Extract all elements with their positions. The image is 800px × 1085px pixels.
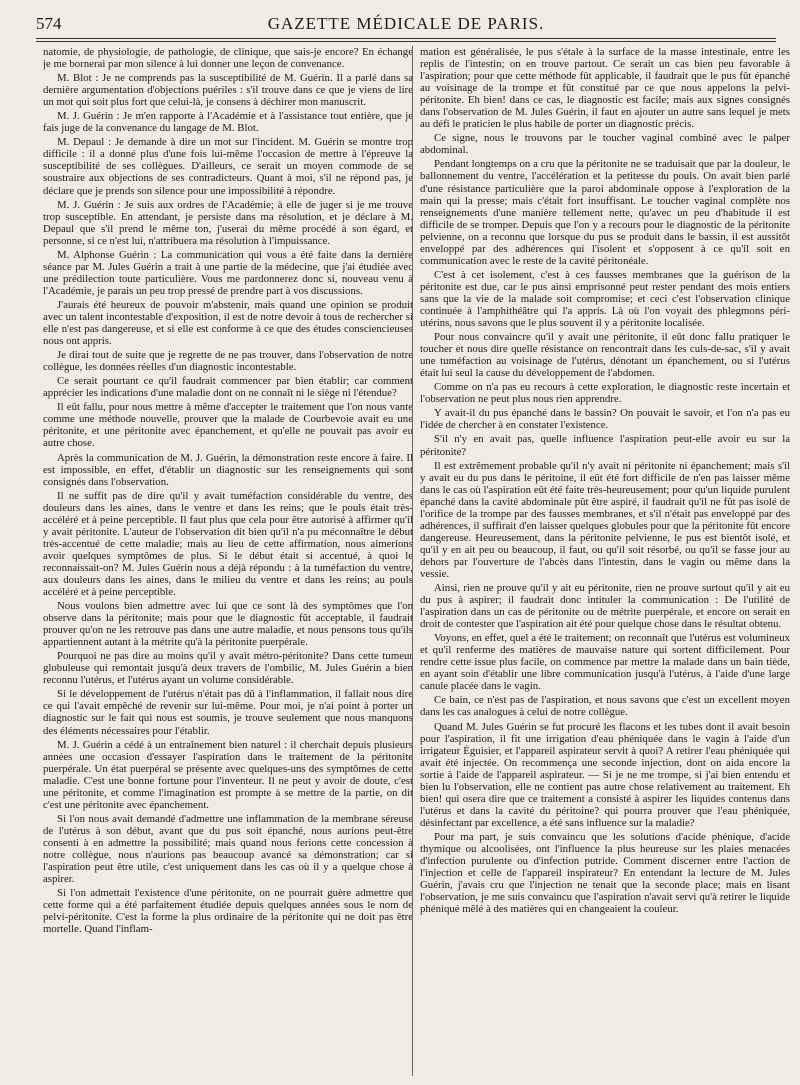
paragraph: Si l'on nous avait demandé d'admettre une inflammation de la membrane séreuse de l'utérus à son début, avant que du pus soit épanché, nous aurions peut-être consenti à en admettre la possibilité; mais quand nous ferions cette concession à notre collègue, nous n'aurions pas beaucoup avancé sa démonstration; car si l'aspiration peut être utile, c'est uniquement dans les cas où il y a quelque chose à aspirer. (43, 812, 413, 886)
column-divider (412, 46, 413, 1076)
paragraph: Pourquoi ne pas dire au moins qu'il y avait métro-péritonite? Dans cette tumeur globuleuse qui remontait jusqu'à deux travers de l'ombilic, M. Jules Guérin a bien reconnu l'utérus, et l'utérus ayant un volume considérable. (43, 650, 413, 687)
paragraph: M. J. Guérin : Je suis aux ordres de l'Académie; à elle de juger si je me trouve trop susceptible. En attendant, je persiste dans ma résolution, et je déclare à M. Depaul que s'il prend le même ton, j'userai du même procédé à son égard, et personne, si ce n'est lui, n'attribuera ma résolution à l'impuissance. (43, 198, 413, 247)
paragraph: mation est généralisée, le pus s'étale à la surface de la masse intestinale, entre les replis de l'intestin; on en trouve partout. Ce serait un cas bien peu favorable à l'aspiration; pour que cette méthode fût applicable, il faudrait que le pus fût épanché au voisinage de la trompe et fût constitué par ce que nous appelons la pelvi-péritonite. Eh bien! dans ce cas, le diagnostic est facile; mais aux signes consignés dans l'observation de M. Jules Guérin, il faut en ajouter un autre sans lequel je mets au défi le praticien le plus habile de porter un diagnostic précis. (420, 46, 790, 131)
paragraph: natomie, de physiologie, de pathologie, de clinique, que sais-je encore? En échange je me bornerai par mon silence à lui donner une leçon de convenance. (43, 46, 413, 71)
paragraph: Voyons, en effet, quel a été le traitement; on reconnaît que l'utérus est volumineux et qu'il renferme des matières de mauvaise nature qui sortent difficilement. Pour rendre cette issue plus facile, on commence par mettre la malade dans un bain tiède, en ayant soin d'établir une libre communication jusqu'à l'utérus, à l'aide d'une large canule placée dans le vagin. (420, 632, 790, 693)
paragraph: S'il n'y en avait pas, quelle influence l'aspiration peut-elle avoir eu sur la péritonite? (420, 433, 790, 458)
paragraph: M. Alphonse Guérin : La communication qui vous a été faite dans la dernière séance par M. Jules Guérin a trait à une partie de la médecine, que j'ai étudiée avec une prédilection toute particulière. Vous me pardonnerez donc si, nouveau venu à l'Académie, je parais un peu trop pressé de prendre part à vos discussions. (43, 248, 413, 297)
header-rule-double (36, 41, 776, 42)
paragraph: Ce signe, nous le trouvons par le toucher vaginal combiné avec le palper abdominal. (420, 132, 790, 157)
paragraph: Après la communication de M. J. Guérin, la démonstration reste encore à faire. Il est impossible, en effet, d'établir un diagnostic sur les renseignements qui sont consignés dans l'observation. (43, 451, 413, 488)
journal-title: GAZETTE MÉDICALE DE PARIS. (267, 14, 545, 33)
page-header (36, 14, 776, 36)
paragraph: Ce serait pourtant ce qu'il faudrait commencer par bien établir; car comment apprécier les indications d'une maladie dont on ne connaît ni le siège ni l'étendue? (43, 375, 413, 400)
paragraph: C'est à cet isolement, c'est à ces fausses membranes que la guérison de la péritonite est due, car le pus ainsi emprisonné peut rester pendant des mois entiers sans que la vie de la malade soit compromise; et ceci c'est l'observation clinique continuée à l'amphithéâtre qui l'a appris. Là où l'on voyait des phlegmons péri-utérins, nous savons que le plus souvent il y a péritonite localisée. (420, 268, 790, 330)
paragraph: Si l'on admettait l'existence d'une péritonite, on ne pourrait guère admettre que cette forme qui a été parfaitement étudiée depuis quelques années sous le nom de pelvi-péritonite. C'est la forme la plus ordinaire de la péritonite qui ne doit pas être mortelle. Quand l'inflam- (43, 887, 413, 936)
paragraph: Il eût fallu, pour nous mettre à même d'accepter le traitement que l'on nous vante comme une méthode nouvelle, prouver que la malade de Courbevoie avait eu une péritonite, et une péritonite avec épanchement, et qu'elle ne pouvait pas avoir eu autre chose. (43, 401, 413, 450)
paragraph: Quand M. Jules Guérin se fut procuré les flacons et les tubes dont il avait besoin pour l'aspiration, il fit une irrigation d'eau phéniquée dans le vagin à l'aide d'un irrigateur Éguisier, et l'appareil aspirateur servit à quoi? A retirer l'eau phéniquée qui avait été injectée. On recommença une seconde injection, dont on aida encore la sortie à l'aide de l'appareil aspirateur. — Si je ne me trompe, si j'ai bien entendu et bien lu l'observation, elle ne contient pas autre chose relativement au traitement. Eh bien! qui osera dire que ce traitement a consisté à aspirer les liquides contenus dans l'utérus et dans la cavité du péritoine? qui pourra prouver que l'eau phéniquée, désinfectant par excellence, a été sans influence sur la maladie? (420, 720, 790, 829)
paragraph: Je dirai tout de suite que je regrette de ne pas trouver, dans l'observation de notre collègue, les données réelles d'un diagnostic incontestable. (43, 349, 413, 374)
paragraph: Y avait-il du pus épanché dans le bassin? On pouvait le savoir, et l'on n'a pas eu l'idée de chercher à en constater l'existence. (420, 407, 790, 432)
paragraph: M. Blot : Je ne comprends pas la susceptibilité de M. Guérin. Il a parlé dans sa dernière argumentation d'objections puériles : s'il trouve dans ce que je viens de lire un mot qui soit plus fort que celui-là, je consens à déchirer mon manuscrit. (43, 72, 413, 109)
paragraph: Ce bain, ce n'est pas de l'aspiration, et nous savons que c'est un excellent moyen dans les cas analogues à celui de notre collègue. (420, 694, 790, 719)
left-column (43, 46, 413, 1078)
page-number: 574 (36, 14, 62, 33)
paragraph: Il ne suffit pas de dire qu'il y avait tuméfaction considérable du ventre, des douleurs dans les aines, dans le ventre et dans les reins; que le pouls était très-accéléré et à peine perceptible. Il faut plus que cela pour être autorisé à affirmer qu'il y avait péritonite. L'auteur de l'observation dit bien qu'il n'a pu méconnaître le début très-accentué de cette maladie; mais au lieu de cette affirmation, nous aimerions avoir quelques symptômes de plus. Si le début était si accentué, à quoi le reconnaissait-on? M. Jules Guérin nous a déjà répondu : à la tuméfaction du ventre, aux douleurs dans les aines, dans le milieu du ventre et dans les reins; au pouls accéléré et à peine perceptible. (43, 489, 413, 599)
paragraph: Ainsi, rien ne prouve qu'il y ait eu péritonite, rien ne prouve surtout qu'il y ait eu du pus à aspirer; il faudrait donc intituler la communication : De l'utilité de l'aspiration dans un cas de péritonite ou de métrite puerpérale, et encore on serait en droit de contester que l'aspiration ait été pour quelque chose dans le résultat obtenu. (420, 582, 790, 631)
paragraph: Pour ma part, je suis convaincu que les solutions d'acide phénique, d'acide thymique ou alcoolisées, ont l'influence la plus heureuse sur les plaies menacées d'infection purulente ou d'infection putride. Comment discerner entre l'action de l'injection et celle de l'appareil inspirateur? En entendant la lecture de M. Jules Guérin, j'avais cru que l'injection ne tenait que la seconde place; mais en lisant l'observation, je me suis convaincu que l'aspiration n'avait servi qu'à retirer le liquide phéniqué mêlé à des matières qui en changeaient la couleur. (420, 830, 790, 916)
paragraph: Il est extrêmement probable qu'il n'y avait ni péritonite ni épanchement; mais s'il y avait eu du pus dans le péritoine, il eût été fort difficile de n'en pas laisser même dans le cas où l'aspiration eût été faite très-heureusement; pour qu'un liquide purulent épanché dans la cavité abdominale pût être aspiré, il faudrait qu'il ne fût pas isolé de l'orifice de la trompe par des fausses membranes, et s'il n'était pas enveloppé par des adhérences, il suffirait d'en laisser quelques globules pour que la péritonite fût encore dangereuse. Heureusement, dans la péritonite pelvienne, le pus est bientôt isolé, et qu'il y en ait peu ou beaucoup, il faut, ou qu'il soit résorbé, ou qu'il se fasse jour au dehors par l'ouverture de l'abcès dans l'intestin, dans le vagin ou même dans la vessie. (420, 459, 790, 580)
paragraph: M. J. Guérin a cédé à un entraînement bien naturel : il cherchait depuis plusieurs années une occasion d'essayer l'aspiration dans le traitement de la péritonite puerpérale. Un état puerpéral se présente avec quelques-uns des symptômes de cette maladie. C'est une bonne fortune pour l'inventeur. Il ne peut y avoir de doute, c'est une péritonite, et comme l'imagination est prompte à se mettre de la partie, on dit c'est une péritonite avec épanchement. (43, 738, 413, 811)
paragraph: Pour nous convaincre qu'il y avait une péritonite, il eût donc fallu pratiquer le toucher et nous dire quelle résistance on rencontrait dans les culs-de-sac, s'il y avait une tuméfaction au voisinage de l'utérus, dénotant un épanchement, ou si l'utérus était lui seul la cause du développement de l'abdomen. (420, 331, 790, 380)
right-column (420, 46, 790, 1078)
paragraph: Si le développement de l'utérus n'était pas dû à l'inflammation, il fallait nous dire ce qui l'avait empêché de revenir sur lui-même. Pour moi, je n'ai point à porter un diagnostic sur le fait qui nous est soumis, je trouve seulement que nous manquons des éléments nécessaires pour l'établir. (43, 688, 413, 737)
paragraph: M. Depaul : Je demande à dire un mot sur l'incident. M. Guérin se montre trop difficile : il a donné plus d'une fois lui-même l'occasion de mettre à l'épreuve la susceptibilité de ses collègues. D'ailleurs, ce serait un moyen commode de se soustraire aux objections de ses contradicteurs. Quant à moi, s'il ne répond pas, je déclare que je prends son silence pour une impossibilité à répondre. (43, 136, 413, 197)
header-rule (36, 38, 776, 39)
paragraph: M. J. Guérin : Je m'en rapporte à l'Académie et à l'assistance tout entière, que je fais juge de la convenance du langage de M. Blot. (43, 110, 413, 135)
paragraph: Comme on n'a pas eu recours à cette exploration, le diagnostic reste incertain et l'observation ne peut plus nous rien apprendre. (420, 381, 790, 406)
paragraph: Pendant longtemps on a cru que la péritonite ne se traduisait que par la douleur, le ballonnement du ventre, l'accélération et la petitesse du pouls. On avait bien parlé d'une résistance particulière que la paroi abdominale oppose à l'exploration de la main qui la presse; mais c'était fort insuffisant. Le toucher vaginal complète nos renseignements d'une manière tellement nette, qu'avec un peu d'habitude il est difficile de se tromper. Depuis que l'on y a recours pour le diagnostic de la péritonite pelvienne, on a reconnu que lorsque du pus se produit dans le bassin, il est aussitôt enveloppé par des adhérences qui l'isolent et s'opposent à ce qu'il soit en communication avec le reste de la cavité péritonéale. (420, 158, 790, 267)
paragraph: J'aurais été heureux de pouvoir m'abstenir, mais quand une opinion se produit avec un talent incontestable d'exposition, il est de notre devoir à tous de rechercher si elle n'est pas dangereuse, et si elle est conforme à ce que des études consciencieuses nous ont appris. (43, 298, 413, 348)
paragraph: Nous voulons bien admettre avec lui que ce sont là des symptômes que l'on observe dans la péritonite; mais pour que le diagnostic fût acceptable, il faudrait prouver qu'on ne les retrouve pas dans une autre maladie, et nous pensons tous qu'ils appartiennent autant à la métrite qu'à la péritonite puerpérale. (43, 600, 413, 649)
